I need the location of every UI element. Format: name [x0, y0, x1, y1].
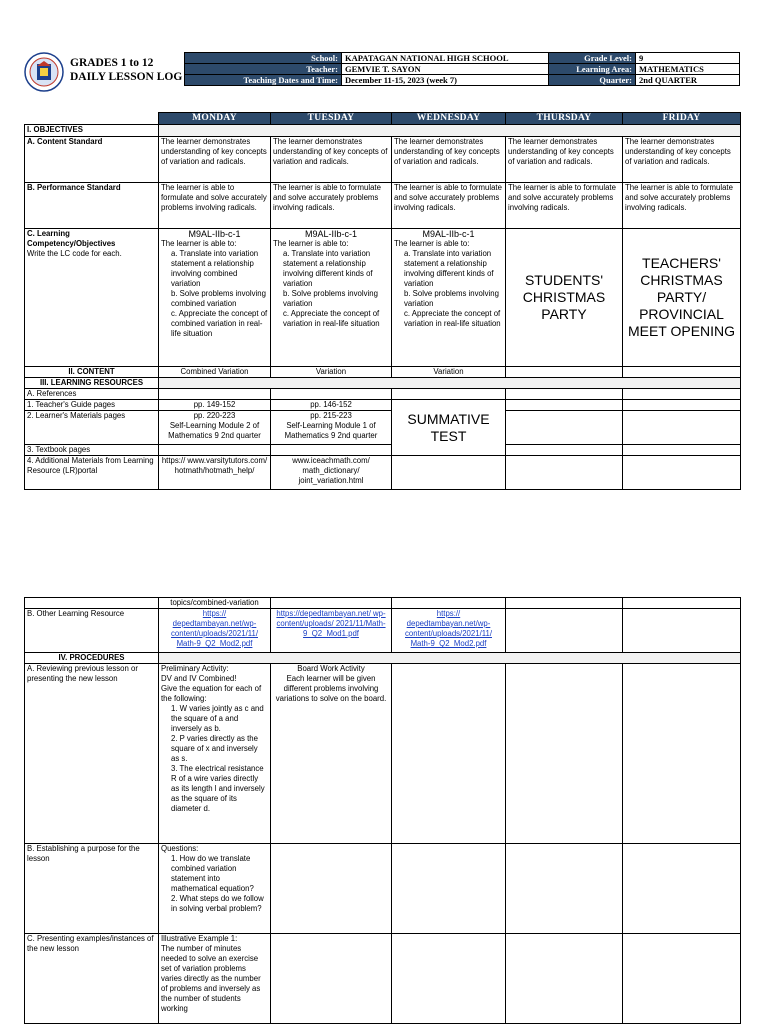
empty-cell	[506, 598, 623, 609]
textbook-mon	[159, 445, 271, 456]
lm-tue-pages: pp. 215-223	[310, 411, 352, 420]
additional-mon-continued: topics/combined-variation	[159, 598, 271, 609]
empty-cell	[271, 934, 392, 1024]
performance-standard-mon: The learner is able to formulate and solve accurately problems involving radicals.	[159, 183, 271, 229]
lc-intro: The learner is able to:	[273, 239, 349, 248]
lc-item: b. Solve problems involving variation	[283, 289, 378, 308]
lc-item: a. Translate into variation statement a relationship involving different kinds of variation	[404, 249, 494, 288]
thursday-event: STUDENTS' CHRISTMAS PARTY	[506, 229, 623, 367]
other-resource-link-tue[interactable]: https://depedtambayan.net/ wp-content/uploads/ 2021/11/Math- 9_Q2_Mod1.pdf	[271, 609, 392, 653]
lc-code: M9AL-IIb-c-1	[422, 229, 475, 239]
additional-mon: https:// www.varsitytutors.com/ hotmath/hotmath_help/	[159, 456, 271, 490]
performance-standard-label: B. Performance Standard	[25, 183, 159, 229]
empty-cell	[506, 934, 623, 1024]
empty-cell	[271, 844, 392, 934]
performance-standard-thu: The learner is able to formulate and solve accurately problems involving radicals.	[506, 183, 623, 229]
quarter-label: Quarter:	[549, 75, 636, 86]
content-standard-label: A. Content Standard	[25, 137, 159, 183]
title-line-2: DAILY LESSON LOG	[70, 71, 183, 83]
empty-cell	[506, 664, 623, 844]
references-fri	[623, 389, 741, 400]
proc-c-mon-text: The number of minutes needed to solve an exercise set of variation problems varies directly as the number of problems and inversely as the number of students working	[161, 944, 261, 1013]
area-value: MATHEMATICS	[636, 64, 740, 75]
additional-label: 4. Additional Materials from Learning Resource (LR)portal	[25, 456, 159, 490]
teacher-label: Teacher:	[185, 64, 342, 75]
lesson-table-page-2	[24, 597, 741, 1024]
proc-b-mon	[159, 844, 271, 934]
performance-standard-fri: The learner is able to formulate and solve accurately problems involving radicals.	[623, 183, 741, 229]
proc-a-mon-intro: Give the equation for each of the following:	[161, 684, 262, 703]
lesson-log-header	[24, 52, 740, 92]
day-tuesday: TUESDAY	[271, 113, 392, 125]
lc-code: M9AL-IIb-c-1	[188, 229, 241, 239]
references-wed	[392, 389, 506, 400]
lc-item: a. Translate into variation statement a relationship involving different kinds of variation	[283, 249, 373, 288]
competency-tue	[271, 229, 392, 367]
proc-a-mon	[159, 664, 271, 844]
lc-item: c. Appreciate the concept of variation in real-life situation	[283, 309, 380, 328]
lc-code: M9AL-IIb-c-1	[304, 229, 357, 239]
proc-a-mon-item: 2. P varies directly as the square of x and inversely as s.	[171, 734, 258, 763]
empty-cell	[623, 598, 741, 609]
procedures-heading: IV. PROCEDURES	[25, 653, 159, 664]
proc-b-mon-title: Questions:	[161, 844, 199, 853]
lm-pages-label: 2. Learner's Materials pages	[25, 411, 159, 445]
lm-tue-module: Self-Learning Module 1 of Mathematics 9 2nd quarter	[284, 421, 378, 440]
area-label: Learning Area:	[549, 64, 636, 75]
proc-c-mon	[159, 934, 271, 1024]
competency-label: C. Learning Competency/Objectives	[27, 229, 116, 248]
additional-wed	[392, 456, 506, 490]
empty-cell	[506, 609, 623, 653]
content-standard-wed: The learner demonstrates understanding of key concepts of variation and radicals.	[392, 137, 506, 183]
competency-note: Write the LC code for each.	[27, 249, 122, 258]
references-mon	[159, 389, 271, 400]
tg-fri	[623, 400, 741, 411]
proc-a-tue	[271, 664, 392, 844]
lm-mon	[159, 411, 271, 445]
grade-value: 9	[636, 53, 740, 64]
day-friday: FRIDAY	[623, 113, 741, 125]
day-monday: MONDAY	[159, 113, 271, 125]
content-standard-fri: The learner demonstrates understanding of key concepts of variation and radicals.	[623, 137, 741, 183]
additional-fri	[623, 456, 741, 490]
empty-cell	[623, 934, 741, 1024]
additional-tue: www.iceachmath.com/ math_dictionary/ joint_variation.html	[271, 456, 392, 490]
lc-item: b. Solve problems involving variation	[404, 289, 499, 308]
teacher-value: GEMVIE T. SAYON	[342, 64, 549, 75]
dates-label: Teaching Dates and Time:	[185, 75, 342, 86]
proc-b-mon-item: 2. What steps do we follow in solving verbal problem?	[171, 894, 264, 913]
content-wed: Variation	[392, 367, 506, 378]
tg-pages-label: 1. Teacher's Guide pages	[25, 400, 159, 411]
dates-value: December 11-15, 2023 (week 7)	[342, 75, 549, 86]
other-resource-link-mon[interactable]: https:// depedtambayan.net/wp-content/uploads/2021/11/ Math-9_Q2_Mod2.pdf	[159, 609, 271, 653]
proc-a-label: A. Reviewing previous lesson or presenting the new lesson	[25, 664, 159, 844]
empty-cell	[623, 664, 741, 844]
performance-standard-wed: The learner is able to formulate and solve accurately problems involving radicals.	[392, 183, 506, 229]
content-standard-tue: The learner demonstrates understanding of key concepts of variation and radicals.	[271, 137, 392, 183]
form-title	[70, 56, 182, 84]
summative-test: SUMMATIVE TEST	[392, 400, 506, 456]
continued-label	[25, 598, 159, 609]
empty-cell	[271, 598, 392, 609]
proc-a-tue-text: Each learner will be given different problems involving variations to solve on the board.	[275, 674, 387, 703]
textbook-thu	[506, 445, 623, 456]
lm-thu	[506, 411, 623, 445]
friday-event: TEACHERS' CHRISTMAS PARTY/ PROVINCIAL MEET OPENING	[623, 229, 741, 367]
resources-heading: III. LEARNING RESOURCES	[25, 378, 159, 389]
proc-a-mon-item: 3. The electrical resistance R of a wire varies directly as its length l and inversely as the square of its diameter d.	[171, 764, 265, 813]
title-line-1: GRADES 1 to 12	[70, 57, 154, 69]
content-label: II. CONTENT	[25, 367, 159, 378]
content-mon: Combined Variation	[159, 367, 271, 378]
competency-wed	[392, 229, 506, 367]
textbook-tue	[271, 445, 392, 456]
empty-cell	[392, 598, 506, 609]
textbook-label: 3. Textbook pages	[25, 445, 159, 456]
school-value: KAPATAGAN NATIONAL HIGH SCHOOL	[342, 53, 549, 64]
objectives-band	[159, 125, 741, 137]
empty-cell	[392, 664, 506, 844]
empty-cell	[392, 934, 506, 1024]
proc-b-label: B. Establishing a purpose for the lesson	[25, 844, 159, 934]
deped-seal-icon	[24, 52, 64, 92]
lc-intro: The learner is able to:	[394, 239, 470, 248]
content-standard-thu: The learner demonstrates understanding of key concepts of variation and radicals.	[506, 137, 623, 183]
lc-item: c. Appreciate the concept of variation in real-life situation	[404, 309, 501, 328]
lm-fri	[623, 411, 741, 445]
content-thu	[506, 367, 623, 378]
performance-standard-tue: The learner is able to formulate and solve accurately problems involving radicals.	[271, 183, 392, 229]
empty-cell	[506, 844, 623, 934]
lm-tue	[271, 411, 392, 445]
procedures-band	[159, 653, 741, 664]
objectives-heading: I. OBJECTIVES	[25, 125, 159, 137]
tg-mon: pp. 149-152	[159, 400, 271, 411]
day-wednesday: WEDNESDAY	[392, 113, 506, 125]
proc-a-mon-item: 1. W varies jointly as c and the square of a and inversely as b.	[171, 704, 264, 733]
tg-thu	[506, 400, 623, 411]
competency-label-cell	[25, 229, 159, 367]
tg-tue: pp. 146-152	[271, 400, 392, 411]
proc-c-label: C. Presenting examples/instances of the new lesson	[25, 934, 159, 1024]
lesson-table-page-1	[24, 112, 741, 490]
day-thursday: THURSDAY	[506, 113, 623, 125]
additional-thu	[506, 456, 623, 490]
content-tue: Variation	[271, 367, 392, 378]
quarter-value: 2nd QUARTER	[636, 75, 740, 86]
empty-cell	[392, 844, 506, 934]
proc-a-mon-sub: DV and IV Combined!	[161, 674, 237, 683]
proc-c-mon-title: Illustrative Example 1:	[161, 934, 238, 943]
empty-cell	[623, 609, 741, 653]
other-resource-label: B. Other Learning Resource	[25, 609, 159, 653]
references-tue	[271, 389, 392, 400]
textbook-fri	[623, 445, 741, 456]
references-label: A. References	[25, 389, 159, 400]
references-thu	[506, 389, 623, 400]
header-info-table	[184, 52, 740, 86]
corner-cell	[25, 113, 159, 125]
proc-a-tue-title: Board Work Activity	[297, 664, 365, 673]
grade-label: Grade Level:	[549, 53, 636, 64]
lc-item: a. Translate into variation statement a relationship involving combined variation	[171, 249, 259, 288]
competency-mon	[159, 229, 271, 367]
lc-item: b. Solve problems involving combined variation	[171, 289, 266, 308]
content-standard-mon: The learner demonstrates understanding of key concepts of variation and radicals.	[159, 137, 271, 183]
empty-cell	[623, 844, 741, 934]
lc-intro: The learner is able to:	[161, 239, 237, 248]
lc-item: c. Appreciate the concept of combined variation in real-life situation	[171, 309, 268, 338]
lm-mon-module: Self-Learning Module 2 of Mathematics 9 2nd quarter	[168, 421, 261, 440]
school-label: School:	[185, 53, 342, 64]
other-resource-link-wed[interactable]: https:// depedtambayan.net/wp-content/uploads/2021/11/ Math-9_Q2_Mod2.pdf	[392, 609, 506, 653]
proc-b-mon-item: 1. How do we translate combined variation statement into mathematical equation?	[171, 854, 254, 893]
proc-a-mon-title: Preliminary Activity:	[161, 664, 229, 673]
content-fri	[623, 367, 741, 378]
lm-mon-pages: pp. 220-223	[193, 411, 236, 420]
resources-band	[159, 378, 741, 389]
